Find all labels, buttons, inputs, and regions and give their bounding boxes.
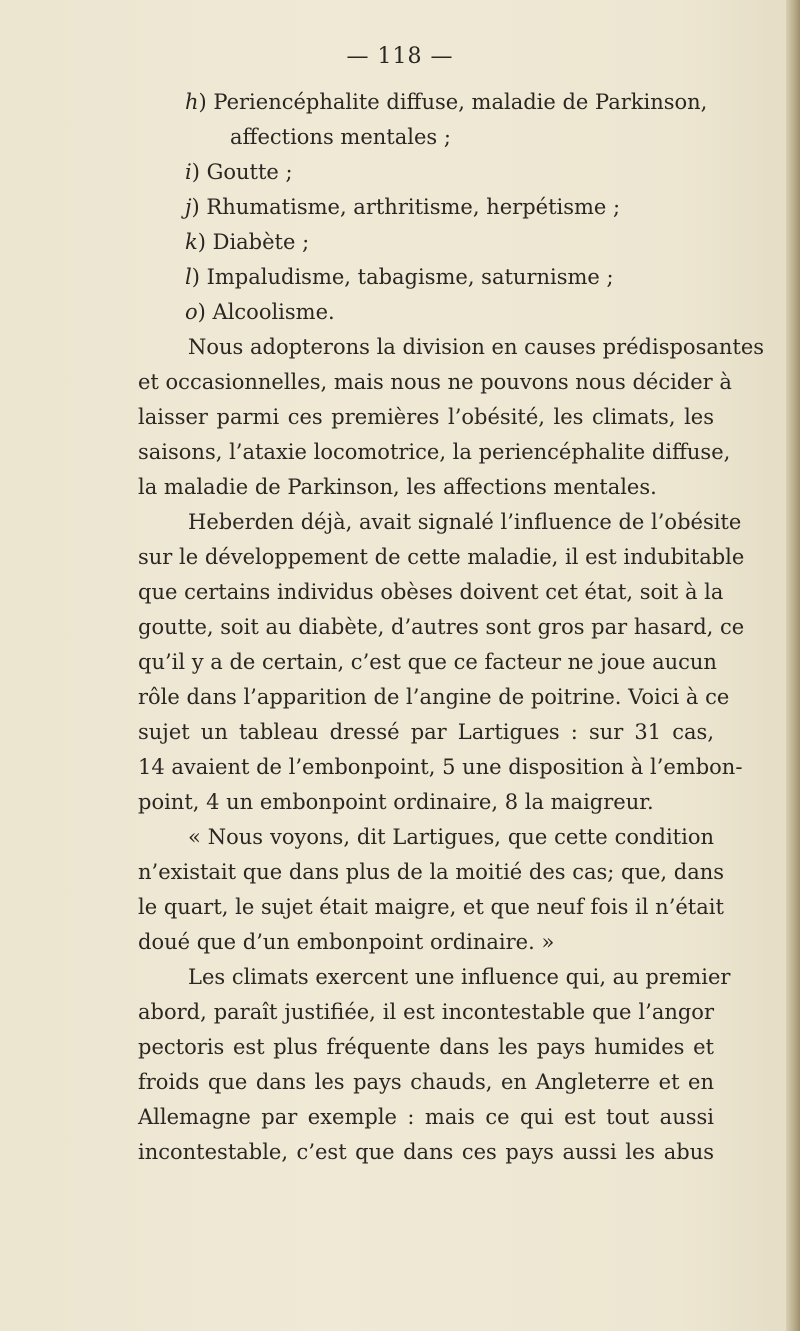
list-text: Rhumatisme, arthritisme, herpétisme ; xyxy=(206,195,621,219)
page-edge-shadow xyxy=(786,0,800,1331)
text-line: doué que d’un embonpoint ordinaire. » xyxy=(138,930,555,954)
list-text: affections mentales ; xyxy=(230,125,451,149)
list-item: i) Goutte ; xyxy=(185,160,293,184)
text-line: pectoris est plus fréquente dans les pays humides et xyxy=(138,1035,714,1059)
page-number: — 118 — xyxy=(346,44,454,69)
list-item xyxy=(230,127,451,148)
list-item: j) Rhumatisme, arthritisme, herpétisme ; xyxy=(185,195,621,219)
list-text: Alcoolisme. xyxy=(212,300,335,324)
text-line: qu’il y a de certain, c’est que ce facteur ne joue aucun xyxy=(138,650,717,674)
list-item: h) Periencéphalite diffuse, maladie de Parkinson, xyxy=(185,90,708,114)
list-item: l) Impaludisme, tabagisme, saturnisme ; xyxy=(185,265,614,289)
text-line: laisser parmi ces premières l’obésité, les climats, les xyxy=(138,405,714,429)
list-letter: j xyxy=(185,195,192,219)
list-letter: l xyxy=(185,265,192,289)
list-text: Periencéphalite diffuse, maladie de Parkinson, xyxy=(213,90,708,114)
text-line: Nous adopterons la division en causes prédisposantes xyxy=(188,335,765,359)
text-line: point, 4 un embonpoint ordinaire, 8 la maigreur. xyxy=(138,790,654,814)
text-line: goutte, soit au diabète, d’autres sont gros par hasard, ce xyxy=(138,615,745,639)
list-letter: i xyxy=(185,160,192,184)
text-line: Les climats exercent une influence qui, au premier xyxy=(188,965,731,989)
text-line: froids que dans les pays chauds, en Angleterre et en xyxy=(138,1070,714,1094)
text-line: le quart, le sujet était maigre, et que neuf fois il n’était xyxy=(138,895,724,919)
text-line: Heberden déjà, avait signalé l’influence de l’obésite xyxy=(188,510,742,534)
text-line: n’existait que dans plus de la moitié des cas; que, dans xyxy=(138,860,725,884)
text-line: incontestable, c’est que dans ces pays aussi les abus xyxy=(138,1140,714,1164)
list-text: Diabète ; xyxy=(212,230,310,254)
list-letter: h xyxy=(185,90,199,114)
text-line: et occasionnelles, mais nous ne pouvons nous décider à xyxy=(138,370,732,394)
text-line: 14 avaient de l’embonpoint, 5 une disposition à l’embon- xyxy=(138,755,743,779)
list-text: Impaludisme, tabagisme, saturnisme ; xyxy=(206,265,614,289)
text-line: « Nous voyons, dit Lartigues, que cette condition xyxy=(188,825,714,849)
text-line: sur le développement de cette maladie, il est indubitable xyxy=(138,545,745,569)
list-item: o) Alcoolisme. xyxy=(185,300,335,324)
text-line: saisons, l’ataxie locomotrice, la periencéphalite diffuse, xyxy=(138,440,731,464)
text-line: Allemagne par exemple : mais ce qui est tout aussi xyxy=(138,1105,714,1129)
text-line: rôle dans l’apparition de l’angine de poitrine. Voici à ce xyxy=(138,685,730,709)
text-line: la maladie de Parkinson, les affections mentales. xyxy=(138,475,657,499)
list-letter: o xyxy=(185,300,198,324)
text-line: sujet un tableau dressé par Lartigues : sur 31 cas, xyxy=(138,720,714,744)
text-line: abord, paraît justifiée, il est incontestable que l’angor xyxy=(138,1000,714,1024)
list-item: k) Diabète ; xyxy=(185,230,310,254)
list-letter: k xyxy=(185,230,198,254)
text-line: que certains individus obèses doivent cet état, soit à la xyxy=(138,580,724,604)
list-text: Goutte ; xyxy=(206,160,293,184)
